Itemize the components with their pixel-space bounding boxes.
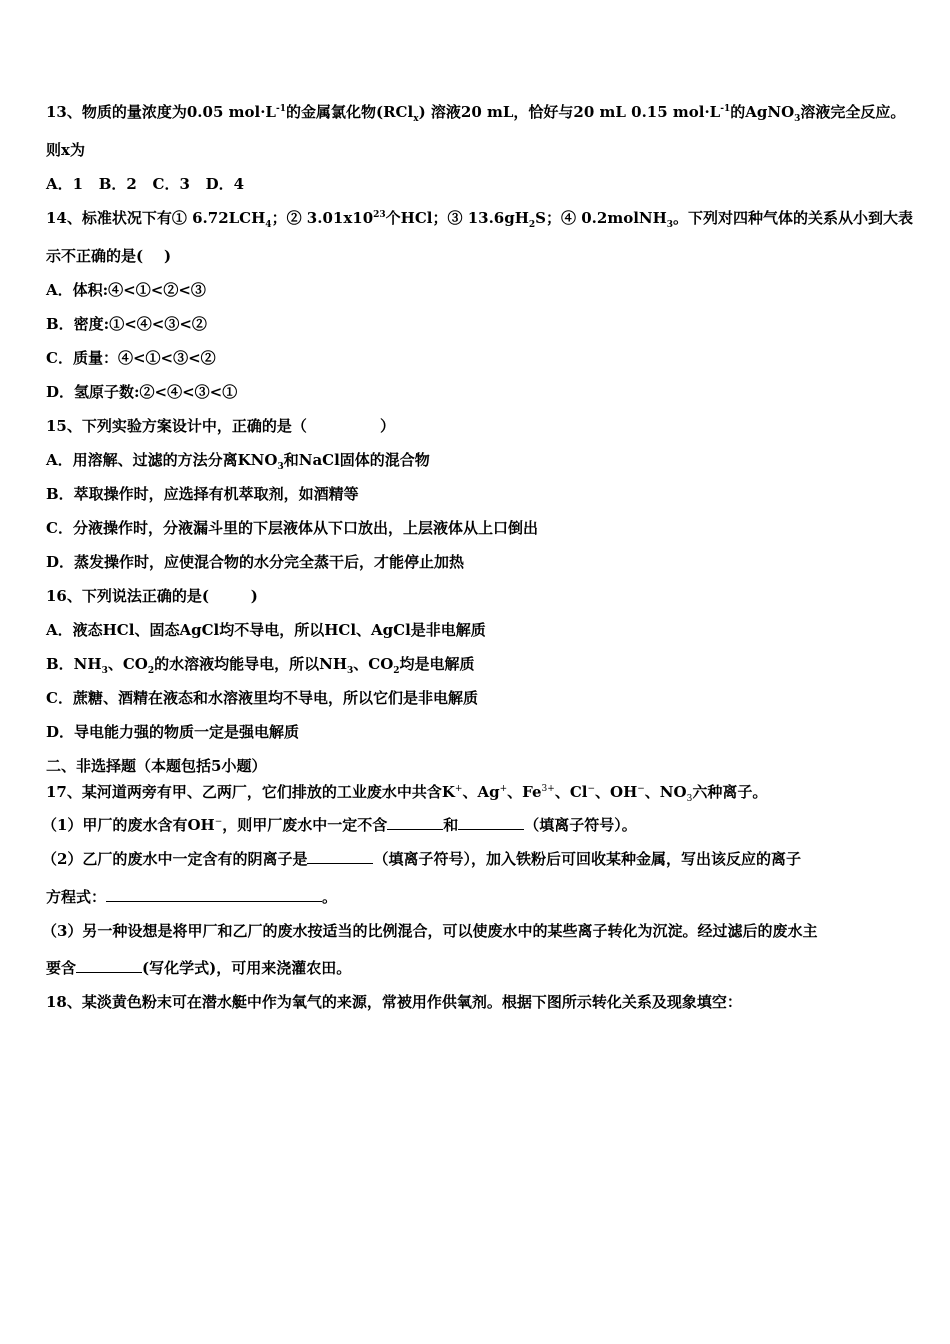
q17-part2: （2）乙厂的废水中一定含有的阴离子是 （填离子符号），加入铁粉后可回收某种金属，写出该反应的离子 [42,850,801,868]
q14-option-b: B．密度:①<④<③<② [46,315,207,333]
q14-option-a: A．体积:④<①<②<③ [46,281,206,299]
q15-option-d: D．蒸发操作时，应使混合物的水分完全蒸干后，才能停止加热 [46,553,465,571]
q14-option-c: C．质量：④<①<③<② [46,349,216,367]
q16-option-b: B．$NH_3$、$CO_2$的水溶液均能导电，所以$NH_3$、$CO_2$均是电解质 [46,655,475,676]
q16-option-a: A．液态HCl、固态AgCl均不导电，所以HCl、AgCl是非电解质 [46,621,486,639]
q17-part3-line2: 要含 (写化学式)，可用来浇灌农田。 [46,959,352,977]
answer-blank[interactable] [387,815,443,830]
q17-stem: 17、某河道两旁有甲、乙两厂，它们排放的工业废水中共含K+、Ag+、$Fe^{3+}$、Cl−、OH−、$NO_3$六种离子。 [46,783,768,804]
section-heading: 二、非选择题（本题包括5小题） [46,757,267,775]
answer-blank[interactable] [458,815,524,830]
q16-option-d: D．导电能力强的物质一定是强电解质 [46,723,300,741]
q18-stem: 18、某淡黄色粉末可在潜水艇中作为氧气的来源，常被用作供氧剂。根据下图所示转化关系及现象填空： [46,993,742,1011]
q15-option-b: B．萃取操作时，应选择有机萃取剂，如酒精等 [46,485,359,503]
q15-stem: 15、下列实验方案设计中，正确的是（ ） [46,417,395,435]
q13-stem-line2: 则x为 [46,141,85,159]
q13-options: A．1 B．2 C．3 D．4 [46,175,245,193]
q14-stem: 14、标准状况下有① $6.72LCH_4$；② $3.01x10^{23}$个HCl；③ $13.6gH_2S$；④ 0.2molNH$_3$。下列对四种气体的关系从小到大表 [46,209,914,230]
q17-part3: （3）另一种设想是将甲厂和乙厂的废水按适当的比例混合，可以使废水中的某些离子转化为沉淀。经过滤后的废水主 [42,922,818,940]
q14-option-d: D．氢原子数:②<④<③<① [46,383,238,401]
answer-blank[interactable] [76,958,142,973]
q13-stem: 13、物质的量浓度为0.05 $mol\cdot L^{-1}$的金属氯化物(RCl$_x$) 溶液20 mL，恰好与20 mL 0.15 $mol\cdot L^{-1}$的AgNO$_3$溶液完全反应。 [46,103,906,124]
q16-stem: 16、下列说法正确的是( ) [46,587,258,605]
q17-part1: （1）甲厂的废水含有OH−，则甲厂废水中一定不含 和 （填离子符号）。 [42,816,637,834]
q17-part2-line2: 方程式： 。 [46,888,338,906]
q14-stem-line2: 示不正确的是( ) [46,247,172,265]
answer-blank[interactable] [106,887,322,902]
q16-option-c: C．蔗糖、酒精在液态和水溶液里均不导电，所以它们是非电解质 [46,689,478,707]
q15-option-c: C．分液操作时，分液漏斗里的下层液体从下口放出，上层液体从上口倒出 [46,519,538,537]
answer-blank[interactable] [307,849,373,864]
q15-option-a: A．用溶解、过滤的方法分离$KNO_3$和NaCl固体的混合物 [46,451,430,472]
